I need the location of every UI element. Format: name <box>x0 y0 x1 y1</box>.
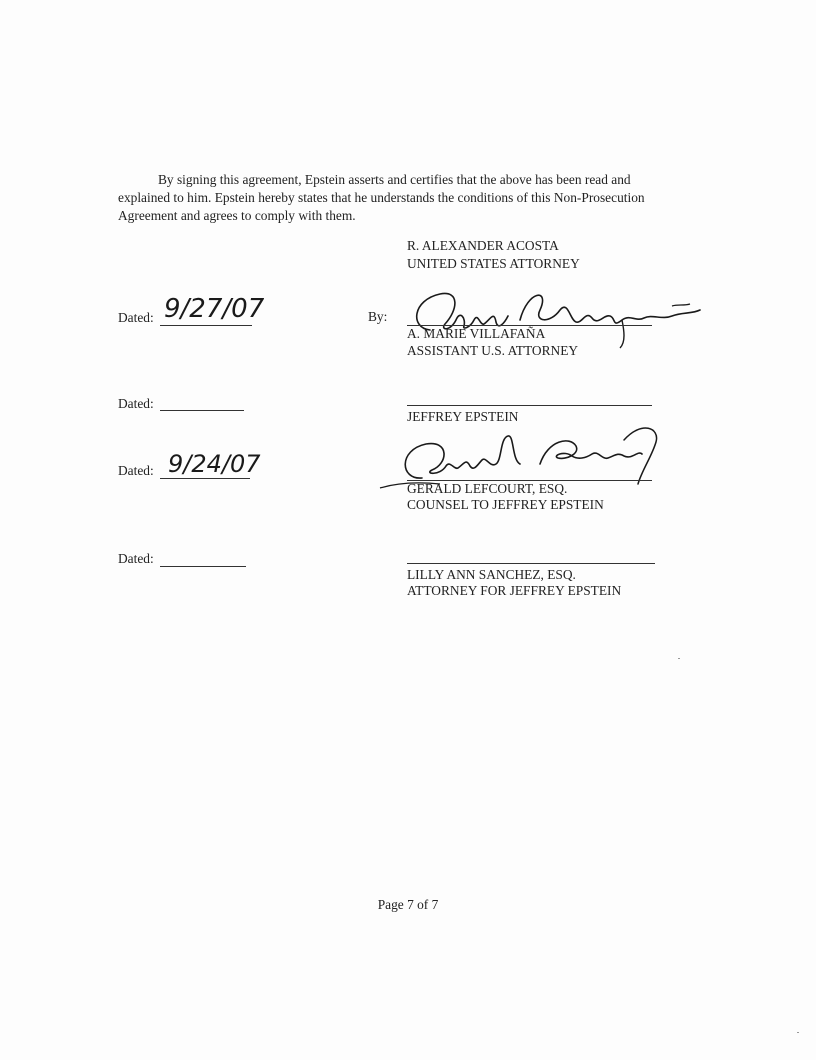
defendant-name: JEFFREY EPSTEIN <box>407 409 519 424</box>
us-attorney-name: R. ALEXANDER ACOSTA <box>407 238 559 253</box>
assistant-title: ASSISTANT U.S. ATTORNEY <box>407 343 579 358</box>
by-label: By: <box>368 309 388 324</box>
date-line-2 <box>160 410 244 411</box>
certification-text: By signing this agreement, Epstein asserts and certifies that the above has been read and explained to him. Epstein hereby states that he understands the conditions of this Non-Prosecution Agreement and agrees to comply with them. <box>118 172 645 223</box>
signature-line-sanchez <box>407 563 655 564</box>
dated-label-1: Dated: <box>118 310 154 325</box>
handwritten-date-3: 9/24/07 <box>168 450 261 478</box>
counsel-name: GERALD LEFCOURT, ESQ. <box>407 481 568 496</box>
dated-label-4: Dated: <box>118 551 154 566</box>
date-line-1 <box>160 325 252 326</box>
us-attorney-title: UNITED STATES ATTORNEY <box>407 256 580 271</box>
attorney-title: ATTORNEY FOR JEFFREY EPSTEIN <box>407 583 622 598</box>
dated-label-3: Dated: <box>118 463 154 478</box>
attorney-name: LILLY ANN SANCHEZ, ESQ. <box>407 567 576 582</box>
date-line-4 <box>160 566 246 567</box>
scan-speck <box>678 658 680 659</box>
counsel-title: COUNSEL TO JEFFREY EPSTEIN <box>407 497 604 512</box>
date-line-3 <box>160 478 250 479</box>
signature-line-epstein <box>407 405 652 406</box>
scan-speck <box>797 1032 799 1033</box>
page-number: Page 7 of 7 <box>377 897 439 912</box>
handwritten-date-1: 9/27/07 <box>164 294 265 324</box>
dated-label-2: Dated: <box>118 396 154 411</box>
certification-paragraph <box>118 171 658 225</box>
assistant-name: A. MARIE VILLAFAÑA <box>407 326 546 341</box>
